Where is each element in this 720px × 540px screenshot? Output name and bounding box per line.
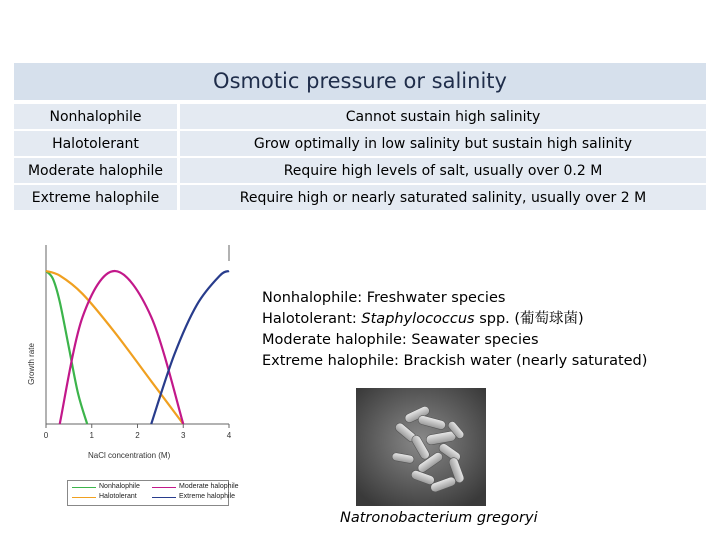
series-line-nonhalophile <box>46 271 87 424</box>
legend-label: Moderate halophile <box>179 483 239 490</box>
legend-label: Extreme halophile <box>179 493 236 500</box>
x-tick-label: 4 <box>226 431 232 440</box>
x-tick-label: 0 <box>43 431 49 440</box>
micrograph-image <box>356 388 486 506</box>
organism-type: Extreme halophile <box>14 185 180 210</box>
legend-swatch <box>152 487 176 488</box>
growth-rate-chart <box>0 235 250 465</box>
organism-type: Moderate halophile <box>14 158 180 183</box>
x-tick-label: 1 <box>89 431 94 440</box>
salinity-table <box>14 102 706 212</box>
note-extreme: Extreme halophile: Brackish water (nearly saturated) <box>262 353 648 369</box>
note-suffix: spp. (葡萄球菌) <box>474 311 584 327</box>
legend-label: Halotolerant <box>99 493 137 500</box>
chart-axes <box>46 245 229 424</box>
x-tick-label: 2 <box>135 431 140 440</box>
note-moderate: Moderate halophile: Seawater species <box>262 332 539 348</box>
organism-description: Cannot sustain high salinity <box>180 104 706 129</box>
table-row <box>14 131 706 156</box>
x-tick-label: 3 <box>181 431 186 440</box>
legend-swatch <box>72 487 96 488</box>
legend-swatch <box>152 497 176 498</box>
note-halotolerant <box>262 309 647 330</box>
chart-lines <box>46 271 229 424</box>
table-row <box>14 185 706 210</box>
organism-type: Nonhalophile <box>14 104 180 129</box>
legend-swatch <box>72 497 96 498</box>
note-nonhalophile: Nonhalophile: Freshwater species <box>262 290 506 306</box>
table-row <box>14 158 706 183</box>
x-axis-label: NaCl concentration (M) <box>88 451 171 460</box>
table-title: Osmotic pressure or salinity <box>14 63 706 102</box>
micrograph-caption: Natronobacterium gregoryi <box>340 510 538 526</box>
habitat-notes <box>262 288 647 372</box>
table-row <box>14 104 706 129</box>
chart-legend <box>67 480 239 506</box>
organism-description: Require high or nearly saturated salinity, usually over 2 M <box>180 185 706 210</box>
organism-description: Require high levels of salt, usually over 0.2 M <box>180 158 706 183</box>
note-prefix: Halotolerant: <box>262 311 362 327</box>
legend-label: Nonhalophile <box>99 483 140 490</box>
bacteria-micrograph <box>356 388 486 506</box>
chart-tick-labels <box>44 424 232 440</box>
organism-description: Grow optimally in low salinity but sustain high salinity <box>180 131 706 156</box>
organism-type: Halotolerant <box>14 131 180 156</box>
species-name: Staphylococcus <box>361 311 475 327</box>
y-axis-label: Growth rate <box>27 343 36 385</box>
